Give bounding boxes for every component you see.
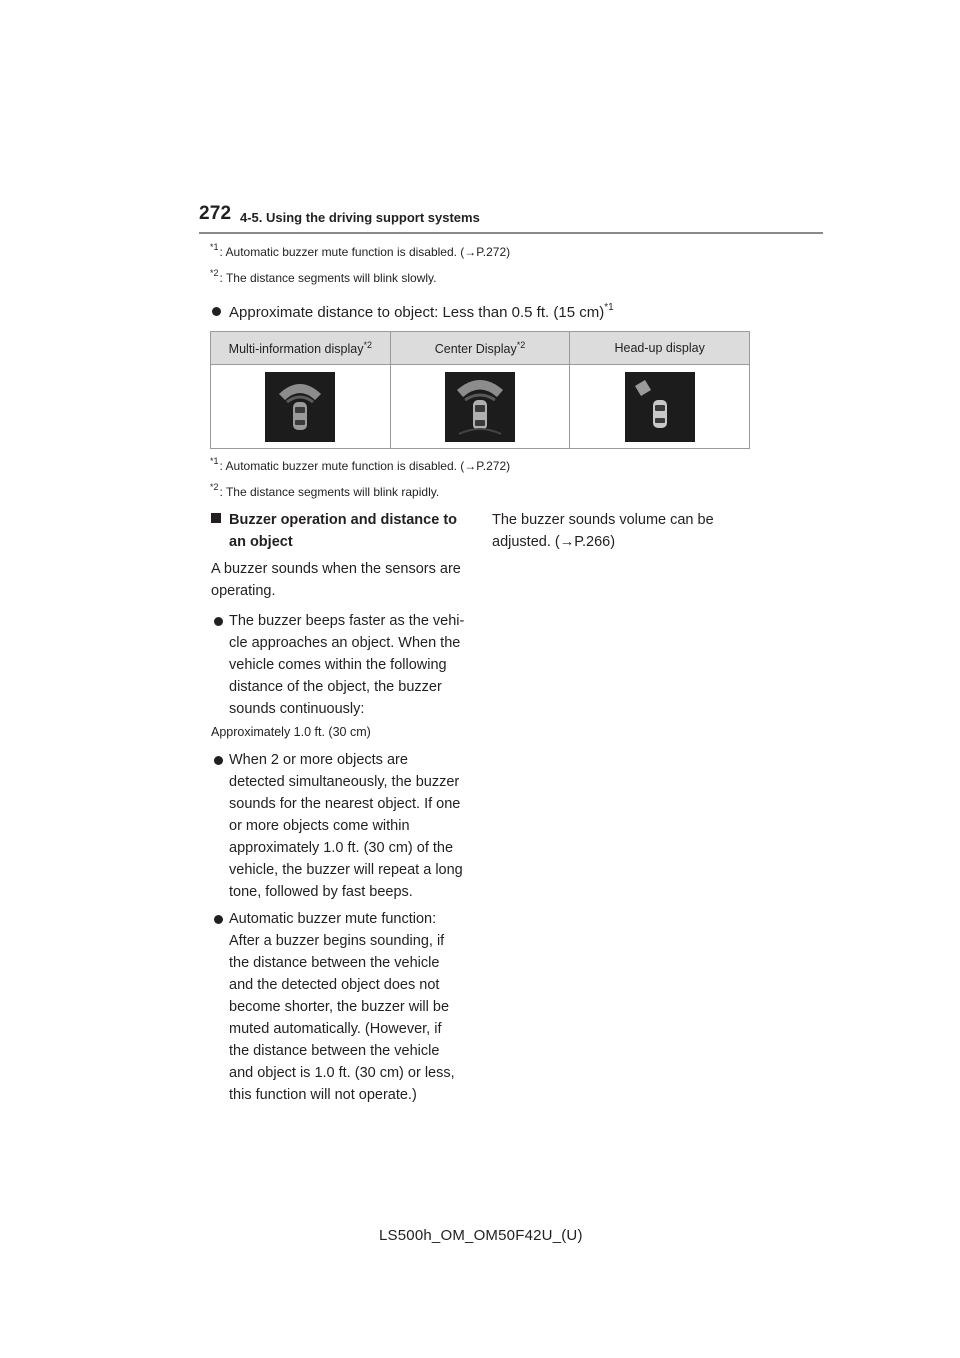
bullet-line: the distance between the vehicle (229, 955, 440, 971)
buzzer-heading (211, 509, 469, 553)
buzzer-bullet-1 (211, 610, 469, 720)
buzzer-intro (211, 558, 469, 602)
center-display-image (445, 372, 515, 442)
table-header-center-display (390, 332, 570, 365)
bullet-line: the distance between the vehicle (229, 1043, 440, 1059)
bullet-dot-icon (214, 617, 223, 626)
bullet-dot-icon (214, 756, 223, 765)
buzzer-bullet-3 (211, 908, 469, 1106)
heading-line: an object (229, 534, 293, 550)
bullet-dot-icon (212, 307, 221, 316)
bullet-line: When 2 or more objects are (229, 752, 408, 768)
display-table (210, 331, 750, 449)
bullet-line: Automatic buzzer mute function: (229, 911, 437, 927)
buzzer-volume-note (492, 509, 752, 553)
footnote-mark: *2 (210, 268, 219, 278)
bullet-line: this function will not operate.) (229, 1087, 417, 1103)
bullet-line: The buzzer beeps faster as the vehi- (229, 613, 465, 629)
footer-doc-code: LS500h_OM_OM50F42U_(U) (379, 1227, 583, 1244)
bullet-line: muted automatically. (However, if (229, 1021, 442, 1037)
table-cell-multi-information (211, 365, 391, 449)
bullet-line: or more objects come within (229, 818, 410, 834)
bullet-line: cle approaches an object. When the (229, 635, 461, 651)
heading-line: Buzzer operation and distance to (229, 512, 457, 528)
footnote-text: : Automatic buzzer mute function is disabled. (→P.272) (219, 245, 511, 259)
footnote-text: : The distance segments will blink rapidly. (219, 485, 440, 499)
volume-line: adjusted. (→P.266) (492, 534, 616, 550)
table-footnote-1 (210, 456, 510, 473)
bullet-line: After a buzzer begins sounding, if (229, 933, 445, 949)
bullet-line: approximately 1.0 ft. (30 cm) of the (229, 840, 454, 856)
table-cell-center-display (390, 365, 570, 449)
intro-line: operating. (211, 583, 276, 599)
distance-text: Approximate distance to object: Less than 0.5 ft. (15 cm) (229, 304, 605, 321)
footnote-mark: *2 (210, 482, 219, 492)
footnote-2 (210, 268, 437, 285)
bullet-line: become shorter, the buzzer will be (229, 999, 450, 1015)
table-footnote-2 (210, 482, 439, 499)
header-label: Center Display (434, 342, 517, 356)
table-header-multi-information (211, 332, 391, 365)
footnote-mark: *1 (210, 242, 219, 252)
header-label: Head-up display (614, 341, 705, 355)
bullet-line: distance of the object, the buzzer (229, 679, 442, 695)
footnote-text: : Automatic buzzer mute function is disabled. (→P.272) (219, 459, 511, 473)
bullet-dot-icon (214, 915, 223, 924)
bullet-line: vehicle, the buzzer will repeat a long (229, 862, 463, 878)
bullet-line: vehicle comes within the following (229, 657, 447, 673)
header-divider (199, 232, 823, 234)
footnote-1 (210, 242, 510, 259)
bullet-line: sounds for the nearest object. If one (229, 796, 461, 812)
table-cell-head-up-display (570, 365, 750, 449)
header-mark: *2 (363, 340, 372, 350)
footnote-text: : The distance segments will blink slowly. (219, 271, 437, 285)
header-mark: *2 (516, 340, 526, 350)
bullet-line: tone, followed by fast beeps. (229, 884, 413, 900)
bullet-line: sounds continuously: (229, 701, 365, 717)
bullet-line: detected simultaneously, the buzzer (229, 774, 460, 790)
approx-distance-note: Approximately 1.0 ft. (30 cm) (211, 725, 371, 739)
bullet-line: and object is 1.0 ft. (30 cm) or less, (229, 1065, 455, 1081)
intro-line: A buzzer sounds when the sensors are (211, 561, 461, 577)
header-label: Multi-information display (228, 342, 364, 356)
volume-line: The buzzer sounds volume can be (492, 512, 714, 528)
heading-square-icon (211, 513, 221, 523)
section-title: 4-5. Using the driving support systems (240, 210, 480, 225)
page-number: 272 (199, 203, 232, 224)
footnote-mark: *1 (210, 456, 219, 466)
multi-information-display-image (265, 372, 335, 442)
distance-bullet (212, 302, 614, 321)
head-up-display-image (625, 372, 695, 442)
bullet-line: and the detected object does not (229, 977, 440, 993)
buzzer-bullet-2 (211, 749, 469, 903)
distance-mark: *1 (604, 302, 614, 313)
table-header-head-up-display (570, 332, 750, 365)
